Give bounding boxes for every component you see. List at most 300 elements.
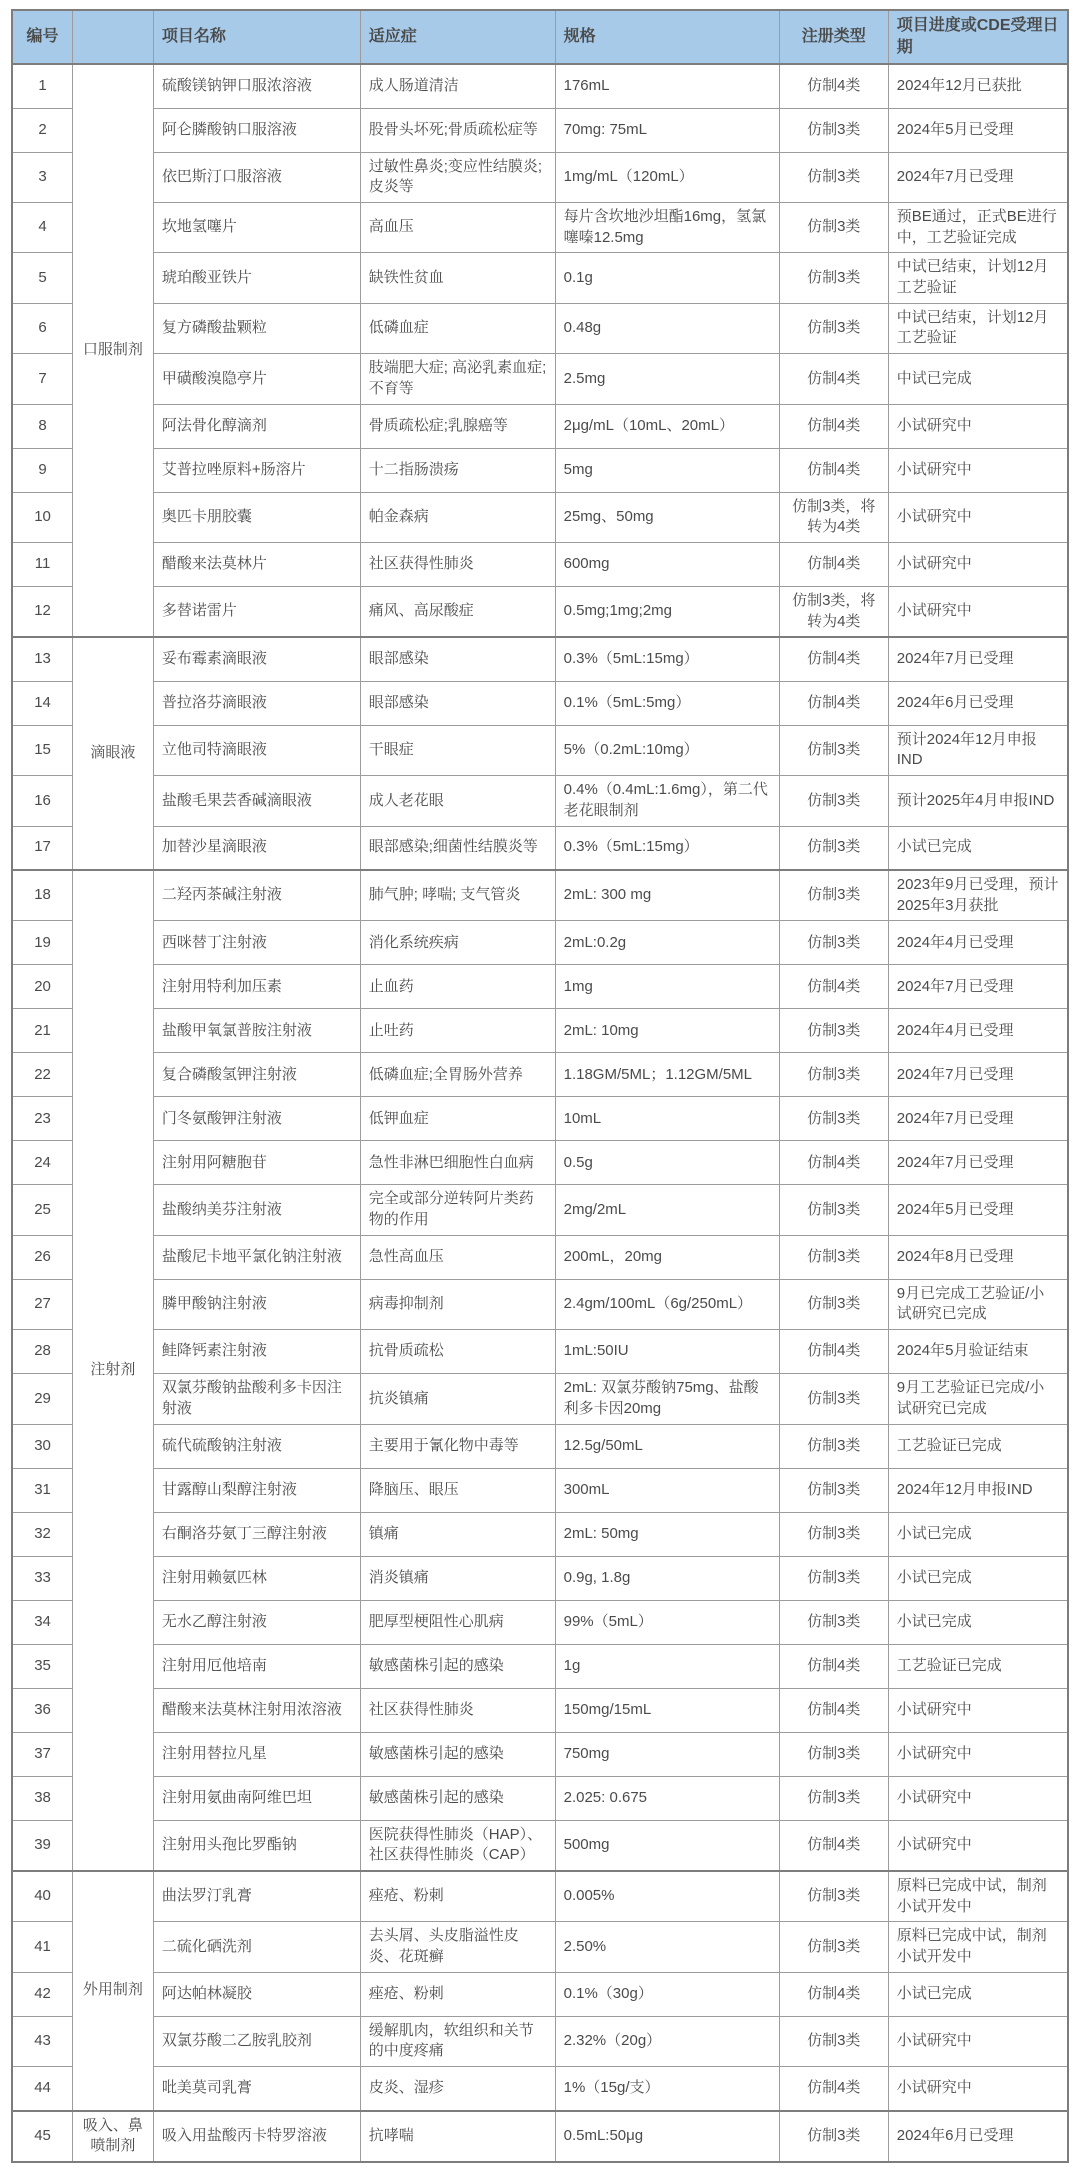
progress: 小试研究中 xyxy=(888,492,1068,542)
registration-type: 仿制4类 xyxy=(779,354,888,404)
project-name: 吸入用盐酸丙卡特罗溶液 xyxy=(153,2111,360,2162)
project-name: 奥匹卡朋胶囊 xyxy=(153,492,360,542)
table-header xyxy=(12,10,1068,64)
table-row xyxy=(12,1512,1068,1556)
progress: 小试已完成 xyxy=(888,1972,1068,2016)
registration-type: 仿制3类 xyxy=(779,725,888,775)
indication: 敏感菌株引起的感染 xyxy=(360,1776,555,1820)
specification: 600mg xyxy=(555,542,779,586)
table-row xyxy=(12,1468,1068,1512)
category-label: 注射剂 xyxy=(73,870,154,1871)
indication: 成人老花眼 xyxy=(360,776,555,826)
indication: 高血压 xyxy=(360,203,555,253)
header-category xyxy=(73,10,154,64)
table-row xyxy=(12,1972,1068,2016)
specification: 99%（5mL） xyxy=(555,1600,779,1644)
project-name: 普拉洛芬滴眼液 xyxy=(153,681,360,725)
progress: 预BE通过，正式BE进行中，工艺验证完成 xyxy=(888,203,1068,253)
progress: 2024年4月已受理 xyxy=(888,1009,1068,1053)
project-name: 盐酸纳美芬注射液 xyxy=(153,1185,360,1235)
indication: 去头屑、头皮脂溢性皮炎、花斑癣 xyxy=(360,1922,555,1972)
table-row xyxy=(12,1053,1068,1097)
registration-type: 仿制4类 xyxy=(779,681,888,725)
specification: 70mg: 75mL xyxy=(555,108,779,152)
project-name: 注射用特利加压素 xyxy=(153,965,360,1009)
project-name: 甘露醇山梨醇注射液 xyxy=(153,1468,360,1512)
project-name: 醋酸来法莫林注射用浓溶液 xyxy=(153,1688,360,1732)
indication: 过敏性鼻炎;变应性结膜炎;皮炎等 xyxy=(360,152,555,202)
indication: 社区获得性肺炎 xyxy=(360,542,555,586)
specification: 每片含坎地沙坦酯16mg，氢氯噻嗪12.5mg xyxy=(555,203,779,253)
project-name: 鲑降钙素注射液 xyxy=(153,1330,360,1374)
table-row xyxy=(12,965,1068,1009)
table-row xyxy=(12,826,1068,870)
table-row xyxy=(12,1922,1068,1972)
specification: 0.1%（30g） xyxy=(555,1972,779,2016)
table-row xyxy=(12,1776,1068,1820)
row-number: 11 xyxy=(12,542,73,586)
registration-type: 仿制3类，将转为4类 xyxy=(779,586,888,637)
progress: 9月已完成工艺验证/小试研究已完成 xyxy=(888,1279,1068,1329)
specification: 1.18GM/5ML；1.12GM/5ML xyxy=(555,1053,779,1097)
registration-type: 仿制3类 xyxy=(779,1053,888,1097)
progress: 2023年9月已受理，预计2025年3月获批 xyxy=(888,870,1068,921)
drug-pipeline-table xyxy=(11,9,1069,2163)
indication: 成人肠道清洁 xyxy=(360,64,555,108)
table-row xyxy=(12,1424,1068,1468)
registration-type: 仿制4类 xyxy=(779,542,888,586)
registration-type: 仿制3类 xyxy=(779,1097,888,1141)
progress: 2024年6月已受理 xyxy=(888,681,1068,725)
indication: 帕金森病 xyxy=(360,492,555,542)
row-number: 19 xyxy=(12,921,73,965)
registration-type: 仿制3类 xyxy=(779,870,888,921)
indication: 低磷血症 xyxy=(360,303,555,353)
project-name: 阿仑膦酸钠口服溶液 xyxy=(153,108,360,152)
registration-type: 仿制4类 xyxy=(779,1330,888,1374)
specification: 2mL:0.2g xyxy=(555,921,779,965)
indication: 完全或部分逆转阿片类药物的作用 xyxy=(360,1185,555,1235)
project-name: 二硫化硒洗剂 xyxy=(153,1922,360,1972)
project-name: 琥珀酸亚铁片 xyxy=(153,253,360,303)
row-number: 15 xyxy=(12,725,73,775)
project-name: 硫代硫酸钠注射液 xyxy=(153,1424,360,1468)
registration-type: 仿制3类 xyxy=(779,2016,888,2066)
registration-type: 仿制3类 xyxy=(779,1556,888,1600)
registration-type: 仿制4类 xyxy=(779,965,888,1009)
table-row xyxy=(12,1235,1068,1279)
progress: 2024年7月已受理 xyxy=(888,152,1068,202)
registration-type: 仿制3类 xyxy=(779,776,888,826)
registration-type: 仿制4类 xyxy=(779,637,888,681)
indication: 十二指肠溃疡 xyxy=(360,448,555,492)
indication: 干眼症 xyxy=(360,725,555,775)
registration-type: 仿制3类 xyxy=(779,253,888,303)
row-number: 38 xyxy=(12,1776,73,1820)
row-number: 20 xyxy=(12,965,73,1009)
project-name: 二羟丙茶碱注射液 xyxy=(153,870,360,921)
specification: 2mL: 300 mg xyxy=(555,870,779,921)
registration-type: 仿制3类 xyxy=(779,1871,888,1922)
row-number: 18 xyxy=(12,870,73,921)
project-name: 注射用赖氨匹林 xyxy=(153,1556,360,1600)
header-row xyxy=(12,10,1068,64)
indication: 痛风、高尿酸症 xyxy=(360,586,555,637)
progress: 2024年5月已受理 xyxy=(888,1185,1068,1235)
progress: 2024年8月已受理 xyxy=(888,1235,1068,1279)
progress: 中试已结束，计划12月工艺验证 xyxy=(888,303,1068,353)
registration-type: 仿制4类 xyxy=(779,1141,888,1185)
progress: 2024年7月已受理 xyxy=(888,637,1068,681)
registration-type: 仿制3类 xyxy=(779,1732,888,1776)
registration-type: 仿制3类 xyxy=(779,303,888,353)
project-name: 阿法骨化醇滴剂 xyxy=(153,404,360,448)
progress: 小试已完成 xyxy=(888,826,1068,870)
row-number: 25 xyxy=(12,1185,73,1235)
row-number: 27 xyxy=(12,1279,73,1329)
project-name: 醋酸来法莫林片 xyxy=(153,542,360,586)
row-number: 32 xyxy=(12,1512,73,1556)
specification: 1%（15g/支） xyxy=(555,2067,779,2111)
progress: 2024年12月已获批 xyxy=(888,64,1068,108)
progress: 2024年12月申报IND xyxy=(888,1468,1068,1512)
registration-type: 仿制3类 xyxy=(779,1922,888,1972)
project-name: 复方磷酸盐颗粒 xyxy=(153,303,360,353)
category-label: 口服制剂 xyxy=(73,64,154,637)
indication: 医院获得性肺炎（HAP）、社区获得性肺炎（CAP） xyxy=(360,1820,555,1871)
registration-type: 仿制3类 xyxy=(779,1235,888,1279)
table-row xyxy=(12,1097,1068,1141)
row-number: 24 xyxy=(12,1141,73,1185)
registration-type: 仿制3类 xyxy=(779,1776,888,1820)
row-number: 22 xyxy=(12,1053,73,1097)
progress: 2024年4月已受理 xyxy=(888,921,1068,965)
registration-type: 仿制3类，将转为4类 xyxy=(779,492,888,542)
registration-type: 仿制3类 xyxy=(779,152,888,202)
row-number: 43 xyxy=(12,2016,73,2066)
row-number: 6 xyxy=(12,303,73,353)
table-row xyxy=(12,108,1068,152)
indication: 低钾血症 xyxy=(360,1097,555,1141)
indication: 眼部感染 xyxy=(360,637,555,681)
progress: 2024年6月已受理 xyxy=(888,2111,1068,2162)
project-name: 盐酸尼卡地平氯化钠注射液 xyxy=(153,1235,360,1279)
project-name: 注射用替拉凡星 xyxy=(153,1732,360,1776)
project-name: 盐酸甲氧氯普胺注射液 xyxy=(153,1009,360,1053)
row-number: 45 xyxy=(12,2111,73,2162)
specification: 2.50% xyxy=(555,1922,779,1972)
row-number: 30 xyxy=(12,1424,73,1468)
row-number: 17 xyxy=(12,826,73,870)
project-name: 右酮洛芬氨丁三醇注射液 xyxy=(153,1512,360,1556)
table-row xyxy=(12,1871,1068,1922)
registration-type: 仿制4类 xyxy=(779,1820,888,1871)
indication: 抗炎镇痛 xyxy=(360,1374,555,1424)
indication: 股骨头坏死;骨质疏松症等 xyxy=(360,108,555,152)
indication: 抗哮喘 xyxy=(360,2111,555,2162)
registration-type: 仿制3类 xyxy=(779,921,888,965)
registration-type: 仿制3类 xyxy=(779,1512,888,1556)
progress: 2024年7月已受理 xyxy=(888,1097,1068,1141)
indication: 痤疮、粉刺 xyxy=(360,1871,555,1922)
table-row xyxy=(12,152,1068,202)
specification: 0.3%（5mL:15mg） xyxy=(555,826,779,870)
project-name: 曲法罗汀乳膏 xyxy=(153,1871,360,1922)
registration-type: 仿制3类 xyxy=(779,1600,888,1644)
row-number: 31 xyxy=(12,1468,73,1512)
table-row xyxy=(12,1009,1068,1053)
row-number: 42 xyxy=(12,1972,73,2016)
specification: 150mg/15mL xyxy=(555,1688,779,1732)
progress: 小试研究中 xyxy=(888,1820,1068,1871)
table-row xyxy=(12,203,1068,253)
table-row xyxy=(12,542,1068,586)
category-label: 滴眼液 xyxy=(73,637,154,870)
table-row xyxy=(12,1374,1068,1424)
specification: 300mL xyxy=(555,1468,779,1512)
indication: 社区获得性肺炎 xyxy=(360,1688,555,1732)
progress: 小试已完成 xyxy=(888,1600,1068,1644)
project-name: 注射用阿糖胞苷 xyxy=(153,1141,360,1185)
specification: 0.48g xyxy=(555,303,779,353)
row-number: 33 xyxy=(12,1556,73,1600)
specification: 0.5mg;1mg;2mg xyxy=(555,586,779,637)
table-row xyxy=(12,1600,1068,1644)
specification: 1mg xyxy=(555,965,779,1009)
row-number: 35 xyxy=(12,1644,73,1688)
specification: 2mL: 双氯芬酸钠75mg、盐酸利多卡因20mg xyxy=(555,1374,779,1424)
progress: 小试研究中 xyxy=(888,586,1068,637)
registration-type: 仿制3类 xyxy=(779,1424,888,1468)
header-reg-type: 注册类型 xyxy=(779,10,888,64)
indication: 止血药 xyxy=(360,965,555,1009)
specification: 1mg/mL（120mL） xyxy=(555,152,779,202)
specification: 2.32%（20g） xyxy=(555,2016,779,2066)
indication: 敏感菌株引起的感染 xyxy=(360,1732,555,1776)
indication: 缓解肌肉，软组织和关节的中度疼痛 xyxy=(360,2016,555,2066)
table-row xyxy=(12,725,1068,775)
indication: 痤疮、粉刺 xyxy=(360,1972,555,2016)
progress: 2024年5月已受理 xyxy=(888,108,1068,152)
table-body xyxy=(12,64,1068,2162)
project-name: 阿达帕林凝胶 xyxy=(153,1972,360,2016)
registration-type: 仿制4类 xyxy=(779,2067,888,2111)
row-number: 2 xyxy=(12,108,73,152)
progress: 小试研究中 xyxy=(888,1688,1068,1732)
row-number: 26 xyxy=(12,1235,73,1279)
indication: 镇痛 xyxy=(360,1512,555,1556)
registration-type: 仿制3类 xyxy=(779,2111,888,2162)
registration-type: 仿制4类 xyxy=(779,404,888,448)
indication: 病毒抑制剂 xyxy=(360,1279,555,1329)
project-name: 双氯芬酸钠盐酸利多卡因注射液 xyxy=(153,1374,360,1424)
header-no: 编号 xyxy=(12,10,73,64)
specification: 500mg xyxy=(555,1820,779,1871)
specification: 2.5mg xyxy=(555,354,779,404)
row-number: 36 xyxy=(12,1688,73,1732)
row-number: 16 xyxy=(12,776,73,826)
specification: 2mL: 10mg xyxy=(555,1009,779,1053)
project-name: 甲磺酸溴隐亭片 xyxy=(153,354,360,404)
indication: 消化系统疾病 xyxy=(360,921,555,965)
progress: 原料已完成中试，制剂小试开发中 xyxy=(888,1871,1068,1922)
table-row xyxy=(12,404,1068,448)
specification: 0.9g, 1.8g xyxy=(555,1556,779,1600)
project-name: 门冬氨酸钾注射液 xyxy=(153,1097,360,1141)
row-number: 5 xyxy=(12,253,73,303)
indication: 骨质疏松症;乳腺癌等 xyxy=(360,404,555,448)
table-row xyxy=(12,492,1068,542)
specification: 5%（0.2mL:10mg） xyxy=(555,725,779,775)
project-name: 坎地氢噻片 xyxy=(153,203,360,253)
project-name: 盐酸毛果芸香碱滴眼液 xyxy=(153,776,360,826)
table-row xyxy=(12,1185,1068,1235)
project-name: 吡美莫司乳膏 xyxy=(153,2067,360,2111)
progress: 9月工艺验证已完成/小试研究已完成 xyxy=(888,1374,1068,1424)
table-row xyxy=(12,2111,1068,2162)
progress: 原料已完成中试，制剂小试开发中 xyxy=(888,1922,1068,1972)
header-progress: 项目进度或CDE受理日期 xyxy=(888,10,1068,64)
project-name: 西咪替丁注射液 xyxy=(153,921,360,965)
indication: 急性非淋巴细胞性白血病 xyxy=(360,1141,555,1185)
indication: 降脑压、眼压 xyxy=(360,1468,555,1512)
progress: 2024年7月已受理 xyxy=(888,1053,1068,1097)
table-row xyxy=(12,1330,1068,1374)
indication: 肺气肿; 哮喘; 支气管炎 xyxy=(360,870,555,921)
specification: 0.5g xyxy=(555,1141,779,1185)
header-indication: 适应症 xyxy=(360,10,555,64)
row-number: 40 xyxy=(12,1871,73,1922)
specification: 10mL xyxy=(555,1097,779,1141)
specification: 25mg、50mg xyxy=(555,492,779,542)
table-row xyxy=(12,1556,1068,1600)
progress: 小试已完成 xyxy=(888,1512,1068,1556)
registration-type: 仿制4类 xyxy=(779,1972,888,2016)
indication: 低磷血症;全胃肠外营养 xyxy=(360,1053,555,1097)
specification: 200mL，20mg xyxy=(555,1235,779,1279)
header-project-name: 项目名称 xyxy=(153,10,360,64)
row-number: 28 xyxy=(12,1330,73,1374)
row-number: 39 xyxy=(12,1820,73,1871)
progress: 中试已结束，计划12月工艺验证 xyxy=(888,253,1068,303)
registration-type: 仿制3类 xyxy=(779,203,888,253)
table-row xyxy=(12,681,1068,725)
table-row xyxy=(12,921,1068,965)
progress: 2024年7月已受理 xyxy=(888,965,1068,1009)
progress: 小试研究中 xyxy=(888,542,1068,586)
indication: 缺铁性贫血 xyxy=(360,253,555,303)
row-number: 9 xyxy=(12,448,73,492)
table-row xyxy=(12,1279,1068,1329)
progress: 小试研究中 xyxy=(888,1776,1068,1820)
row-number: 12 xyxy=(12,586,73,637)
table-row xyxy=(12,1688,1068,1732)
project-name: 膦甲酸钠注射液 xyxy=(153,1279,360,1329)
specification: 2mL: 50mg xyxy=(555,1512,779,1556)
row-number: 37 xyxy=(12,1732,73,1776)
table-row xyxy=(12,776,1068,826)
specification: 0.1%（5mL:5mg） xyxy=(555,681,779,725)
registration-type: 仿制4类 xyxy=(779,448,888,492)
table-row xyxy=(12,303,1068,353)
indication: 消炎镇痛 xyxy=(360,1556,555,1600)
indication: 敏感菌株引起的感染 xyxy=(360,1644,555,1688)
progress: 工艺验证已完成 xyxy=(888,1424,1068,1468)
registration-type: 仿制4类 xyxy=(779,1644,888,1688)
row-number: 13 xyxy=(12,637,73,681)
header-spec: 规格 xyxy=(555,10,779,64)
table-row xyxy=(12,2067,1068,2111)
progress: 小试已完成 xyxy=(888,1556,1068,1600)
project-name: 注射用头孢比罗酯钠 xyxy=(153,1820,360,1871)
indication: 眼部感染;细菌性结膜炎等 xyxy=(360,826,555,870)
row-number: 8 xyxy=(12,404,73,448)
row-number: 14 xyxy=(12,681,73,725)
project-name: 复合磷酸氢钾注射液 xyxy=(153,1053,360,1097)
registration-type: 仿制3类 xyxy=(779,1279,888,1329)
specification: 2μg/mL（10mL、20mL） xyxy=(555,404,779,448)
row-number: 7 xyxy=(12,354,73,404)
table-row xyxy=(12,637,1068,681)
registration-type: 仿制3类 xyxy=(779,1185,888,1235)
project-name: 双氯芬酸二乙胺乳胶剂 xyxy=(153,2016,360,2066)
progress: 小试研究中 xyxy=(888,2016,1068,2066)
specification: 0.005% xyxy=(555,1871,779,1922)
project-name: 硫酸镁钠钾口服浓溶液 xyxy=(153,64,360,108)
indication: 止吐药 xyxy=(360,1009,555,1053)
progress: 2024年5月验证结束 xyxy=(888,1330,1068,1374)
row-number: 29 xyxy=(12,1374,73,1424)
table-row xyxy=(12,1732,1068,1776)
progress: 预计2024年12月申报IND xyxy=(888,725,1068,775)
row-number: 23 xyxy=(12,1097,73,1141)
indication: 主要用于氰化物中毒等 xyxy=(360,1424,555,1468)
row-number: 3 xyxy=(12,152,73,202)
registration-type: 仿制3类 xyxy=(779,1009,888,1053)
row-number: 41 xyxy=(12,1922,73,1972)
indication: 肥厚型梗阻性心肌病 xyxy=(360,1600,555,1644)
progress: 小试研究中 xyxy=(888,1732,1068,1776)
specification: 0.4%（0.4mL:1.6mg），第二代老花眼制剂 xyxy=(555,776,779,826)
progress: 小试研究中 xyxy=(888,448,1068,492)
registration-type: 仿制3类 xyxy=(779,1374,888,1424)
indication: 肢端肥大症; 高泌乳素血症; 不育等 xyxy=(360,354,555,404)
indication: 抗骨质疏松 xyxy=(360,1330,555,1374)
progress: 2024年7月已受理 xyxy=(888,1141,1068,1185)
specification: 2mg/2mL xyxy=(555,1185,779,1235)
progress: 预计2025年4月申报IND xyxy=(888,776,1068,826)
specification: 12.5g/50mL xyxy=(555,1424,779,1468)
table-row xyxy=(12,2016,1068,2066)
category-label: 吸入、鼻喷制剂 xyxy=(73,2111,154,2162)
registration-type: 仿制3类 xyxy=(779,826,888,870)
indication: 皮炎、湿疹 xyxy=(360,2067,555,2111)
progress: 小试研究中 xyxy=(888,404,1068,448)
specification: 176mL xyxy=(555,64,779,108)
project-name: 妥布霉素滴眼液 xyxy=(153,637,360,681)
project-name: 立他司特滴眼液 xyxy=(153,725,360,775)
table-row xyxy=(12,253,1068,303)
registration-type: 仿制3类 xyxy=(779,108,888,152)
specification: 0.3%（5mL:15mg） xyxy=(555,637,779,681)
row-number: 10 xyxy=(12,492,73,542)
specification: 0.1g xyxy=(555,253,779,303)
row-number: 21 xyxy=(12,1009,73,1053)
specification: 1g xyxy=(555,1644,779,1688)
indication: 急性高血压 xyxy=(360,1235,555,1279)
row-number: 1 xyxy=(12,64,73,108)
table-row xyxy=(12,448,1068,492)
